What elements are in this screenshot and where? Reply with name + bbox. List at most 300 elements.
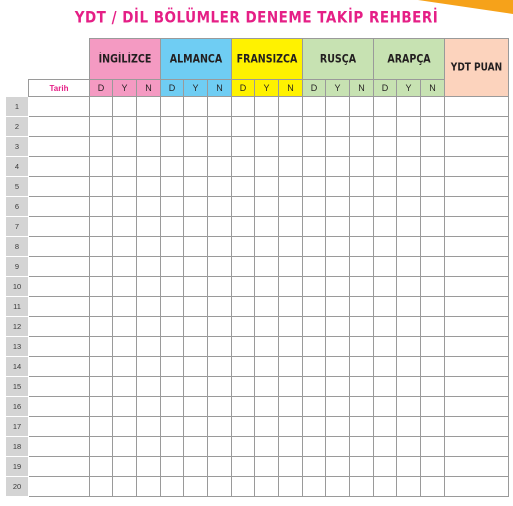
score-cell-y[interactable] [255,357,279,377]
score-cell-y[interactable] [184,337,208,357]
score-cell-d[interactable] [374,117,397,137]
score-cell-d[interactable] [303,217,326,237]
score-cell-y[interactable] [326,97,350,117]
score-cell-d[interactable] [90,437,113,457]
score-cell-d[interactable] [161,117,184,137]
score-cell-n[interactable] [208,357,232,377]
score-cell-y[interactable] [397,177,421,197]
score-cell-d[interactable] [303,397,326,417]
score-cell-n[interactable] [421,417,445,437]
score-cell-y[interactable] [113,117,137,137]
score-cell-n[interactable] [421,297,445,317]
score-cell-n[interactable] [279,437,303,457]
score-cell-d[interactable] [232,297,255,317]
score-cell-y[interactable] [255,457,279,477]
score-cell-d[interactable] [374,437,397,457]
score-cell-y[interactable] [184,317,208,337]
score-cell-d[interactable] [232,397,255,417]
score-cell-y[interactable] [113,317,137,337]
score-cell-y[interactable] [255,137,279,157]
ydt-score-cell[interactable] [445,397,509,417]
score-cell-n[interactable] [208,257,232,277]
score-cell-y[interactable] [255,417,279,437]
score-cell-n[interactable] [137,197,161,217]
ydt-score-cell[interactable] [445,197,509,217]
score-cell-n[interactable] [350,417,374,437]
score-cell-d[interactable] [303,197,326,217]
score-cell-d[interactable] [90,337,113,357]
score-cell-d[interactable] [232,237,255,257]
score-cell-d[interactable] [374,357,397,377]
score-cell-n[interactable] [137,137,161,157]
score-cell-n[interactable] [137,477,161,497]
score-cell-d[interactable] [90,97,113,117]
score-cell-y[interactable] [113,137,137,157]
score-cell-n[interactable] [279,397,303,417]
score-cell-d[interactable] [374,397,397,417]
score-cell-y[interactable] [184,177,208,197]
score-cell-n[interactable] [350,357,374,377]
score-cell-d[interactable] [161,217,184,237]
score-cell-d[interactable] [303,277,326,297]
score-cell-y[interactable] [255,257,279,277]
score-cell-n[interactable] [279,317,303,337]
score-cell-n[interactable] [279,257,303,277]
ydt-score-cell[interactable] [445,117,509,137]
score-cell-y[interactable] [397,437,421,457]
score-cell-y[interactable] [326,197,350,217]
score-cell-d[interactable] [303,417,326,437]
score-cell-d[interactable] [303,297,326,317]
score-cell-y[interactable] [255,197,279,217]
score-cell-n[interactable] [137,377,161,397]
score-cell-n[interactable] [279,177,303,197]
score-cell-d[interactable] [90,177,113,197]
score-cell-n[interactable] [137,337,161,357]
score-cell-y[interactable] [255,437,279,457]
score-cell-n[interactable] [208,157,232,177]
score-cell-d[interactable] [232,97,255,117]
ydt-score-cell[interactable] [445,337,509,357]
score-cell-y[interactable] [397,357,421,377]
ydt-score-cell[interactable] [445,237,509,257]
score-cell-n[interactable] [208,477,232,497]
score-cell-n[interactable] [208,97,232,117]
score-cell-n[interactable] [137,297,161,317]
score-cell-d[interactable] [232,257,255,277]
score-cell-y[interactable] [326,397,350,417]
score-cell-d[interactable] [374,417,397,437]
date-cell[interactable] [29,417,90,437]
score-cell-y[interactable] [397,117,421,137]
score-cell-n[interactable] [208,117,232,137]
score-cell-y[interactable] [255,177,279,197]
score-cell-n[interactable] [350,217,374,237]
score-cell-n[interactable] [421,97,445,117]
score-cell-y[interactable] [326,477,350,497]
score-cell-n[interactable] [208,197,232,217]
score-cell-y[interactable] [184,357,208,377]
score-cell-y[interactable] [397,377,421,397]
score-cell-y[interactable] [113,97,137,117]
score-cell-y[interactable] [113,477,137,497]
score-cell-y[interactable] [255,117,279,137]
score-cell-d[interactable] [90,277,113,297]
score-cell-n[interactable] [279,237,303,257]
score-cell-n[interactable] [350,137,374,157]
score-cell-d[interactable] [303,477,326,497]
score-cell-d[interactable] [374,377,397,397]
score-cell-y[interactable] [113,257,137,277]
score-cell-n[interactable] [279,357,303,377]
score-cell-d[interactable] [161,137,184,157]
score-cell-n[interactable] [279,137,303,157]
score-cell-y[interactable] [113,417,137,437]
ydt-score-cell[interactable] [445,157,509,177]
score-cell-y[interactable] [326,457,350,477]
score-cell-n[interactable] [137,97,161,117]
score-cell-n[interactable] [421,217,445,237]
ydt-score-cell[interactable] [445,357,509,377]
score-cell-d[interactable] [374,157,397,177]
score-cell-d[interactable] [374,317,397,337]
score-cell-n[interactable] [350,197,374,217]
score-cell-n[interactable] [279,377,303,397]
score-cell-d[interactable] [90,197,113,217]
score-cell-d[interactable] [303,337,326,357]
score-cell-y[interactable] [113,377,137,397]
score-cell-n[interactable] [279,477,303,497]
score-cell-n[interactable] [137,217,161,237]
score-cell-n[interactable] [350,117,374,137]
score-cell-d[interactable] [232,217,255,237]
score-cell-n[interactable] [421,457,445,477]
score-cell-y[interactable] [397,137,421,157]
score-cell-d[interactable] [232,437,255,457]
score-cell-y[interactable] [397,97,421,117]
score-cell-n[interactable] [350,457,374,477]
date-cell[interactable] [29,437,90,457]
score-cell-y[interactable] [326,337,350,357]
score-cell-y[interactable] [255,97,279,117]
score-cell-y[interactable] [326,237,350,257]
score-cell-y[interactable] [326,297,350,317]
score-cell-n[interactable] [350,317,374,337]
score-cell-y[interactable] [113,437,137,457]
score-cell-d[interactable] [161,337,184,357]
score-cell-d[interactable] [90,417,113,437]
score-cell-d[interactable] [232,317,255,337]
score-cell-n[interactable] [137,457,161,477]
score-cell-y[interactable] [397,317,421,337]
score-cell-d[interactable] [303,97,326,117]
date-cell[interactable] [29,337,90,357]
score-cell-y[interactable] [255,297,279,317]
score-cell-y[interactable] [326,437,350,457]
score-cell-y[interactable] [184,157,208,177]
score-cell-y[interactable] [184,137,208,157]
score-cell-n[interactable] [421,117,445,137]
score-cell-y[interactable] [326,357,350,377]
score-cell-n[interactable] [208,317,232,337]
score-cell-d[interactable] [161,437,184,457]
score-cell-d[interactable] [232,337,255,357]
score-cell-y[interactable] [184,257,208,277]
score-cell-y[interactable] [184,277,208,297]
score-cell-y[interactable] [184,397,208,417]
score-cell-y[interactable] [255,337,279,357]
score-cell-d[interactable] [303,177,326,197]
score-cell-n[interactable] [421,437,445,457]
score-cell-y[interactable] [255,397,279,417]
score-cell-d[interactable] [374,217,397,237]
ydt-score-cell[interactable] [445,377,509,397]
score-cell-d[interactable] [374,337,397,357]
date-cell[interactable] [29,277,90,297]
score-cell-y[interactable] [255,157,279,177]
score-cell-n[interactable] [137,317,161,337]
score-cell-n[interactable] [137,277,161,297]
score-cell-n[interactable] [421,197,445,217]
score-cell-y[interactable] [184,477,208,497]
score-cell-n[interactable] [350,297,374,317]
score-cell-n[interactable] [208,377,232,397]
score-cell-y[interactable] [397,337,421,357]
score-cell-n[interactable] [421,257,445,277]
score-cell-n[interactable] [350,437,374,457]
date-cell[interactable] [29,357,90,377]
score-cell-d[interactable] [90,457,113,477]
score-cell-d[interactable] [232,357,255,377]
score-cell-y[interactable] [397,417,421,437]
score-cell-d[interactable] [161,397,184,417]
score-cell-n[interactable] [137,417,161,437]
score-cell-n[interactable] [208,237,232,257]
score-cell-n[interactable] [208,137,232,157]
score-cell-n[interactable] [279,157,303,177]
ydt-score-cell[interactable] [445,177,509,197]
score-cell-y[interactable] [184,377,208,397]
score-cell-d[interactable] [303,357,326,377]
score-cell-n[interactable] [421,477,445,497]
score-cell-y[interactable] [326,317,350,337]
score-cell-d[interactable] [90,117,113,137]
score-cell-d[interactable] [161,257,184,277]
ydt-score-cell[interactable] [445,477,509,497]
score-cell-n[interactable] [421,277,445,297]
score-cell-d[interactable] [161,417,184,437]
score-cell-n[interactable] [421,357,445,377]
score-cell-d[interactable] [303,377,326,397]
score-cell-n[interactable] [279,297,303,317]
score-cell-n[interactable] [137,257,161,277]
score-cell-y[interactable] [397,237,421,257]
score-cell-y[interactable] [255,217,279,237]
score-cell-n[interactable] [421,337,445,357]
score-cell-d[interactable] [374,97,397,117]
score-cell-y[interactable] [326,157,350,177]
score-cell-n[interactable] [421,317,445,337]
score-cell-d[interactable] [90,137,113,157]
score-cell-y[interactable] [397,297,421,317]
score-cell-d[interactable] [303,457,326,477]
date-cell[interactable] [29,297,90,317]
score-cell-y[interactable] [184,437,208,457]
score-cell-d[interactable] [374,297,397,317]
score-cell-n[interactable] [137,237,161,257]
ydt-score-cell[interactable] [445,257,509,277]
score-cell-d[interactable] [161,297,184,317]
score-cell-y[interactable] [184,457,208,477]
score-cell-n[interactable] [350,277,374,297]
score-cell-n[interactable] [279,217,303,237]
date-cell[interactable] [29,237,90,257]
score-cell-y[interactable] [397,397,421,417]
score-cell-d[interactable] [161,477,184,497]
score-cell-y[interactable] [113,157,137,177]
score-cell-d[interactable] [374,197,397,217]
score-cell-d[interactable] [374,177,397,197]
score-cell-y[interactable] [326,417,350,437]
score-cell-y[interactable] [397,197,421,217]
score-cell-y[interactable] [255,277,279,297]
score-cell-y[interactable] [397,217,421,237]
score-cell-y[interactable] [255,477,279,497]
score-cell-d[interactable] [161,157,184,177]
score-cell-n[interactable] [208,337,232,357]
date-cell[interactable] [29,257,90,277]
score-cell-y[interactable] [326,117,350,137]
score-cell-d[interactable] [90,397,113,417]
score-cell-n[interactable] [279,197,303,217]
score-cell-y[interactable] [113,277,137,297]
score-cell-y[interactable] [397,277,421,297]
score-cell-d[interactable] [161,357,184,377]
date-cell[interactable] [29,457,90,477]
score-cell-n[interactable] [137,177,161,197]
score-cell-n[interactable] [137,437,161,457]
score-cell-y[interactable] [255,377,279,397]
score-cell-n[interactable] [208,457,232,477]
score-cell-n[interactable] [350,397,374,417]
score-cell-y[interactable] [113,177,137,197]
score-cell-d[interactable] [303,157,326,177]
date-cell[interactable] [29,377,90,397]
score-cell-d[interactable] [232,277,255,297]
score-cell-n[interactable] [208,297,232,317]
score-cell-y[interactable] [397,257,421,277]
score-cell-d[interactable] [232,417,255,437]
score-cell-y[interactable] [397,457,421,477]
date-cell[interactable] [29,117,90,137]
score-cell-n[interactable] [350,237,374,257]
date-cell[interactable] [29,157,90,177]
score-cell-d[interactable] [303,137,326,157]
score-cell-d[interactable] [90,297,113,317]
score-cell-n[interactable] [421,177,445,197]
score-cell-y[interactable] [113,457,137,477]
score-cell-d[interactable] [232,197,255,217]
score-cell-d[interactable] [374,237,397,257]
score-cell-n[interactable] [279,337,303,357]
score-cell-n[interactable] [279,97,303,117]
score-cell-y[interactable] [113,397,137,417]
score-cell-d[interactable] [90,357,113,377]
score-cell-d[interactable] [161,277,184,297]
score-cell-d[interactable] [90,217,113,237]
date-cell[interactable] [29,137,90,157]
score-cell-d[interactable] [90,377,113,397]
score-cell-d[interactable] [161,377,184,397]
score-cell-d[interactable] [232,177,255,197]
ydt-score-cell[interactable] [445,417,509,437]
ydt-score-cell[interactable] [445,437,509,457]
score-cell-d[interactable] [232,377,255,397]
score-cell-y[interactable] [326,257,350,277]
ydt-score-cell[interactable] [445,457,509,477]
score-cell-d[interactable] [161,177,184,197]
score-cell-n[interactable] [421,137,445,157]
score-cell-n[interactable] [421,377,445,397]
score-cell-y[interactable] [184,417,208,437]
score-cell-d[interactable] [161,237,184,257]
date-cell[interactable] [29,477,90,497]
score-cell-n[interactable] [279,277,303,297]
score-cell-y[interactable] [255,317,279,337]
date-cell[interactable] [29,177,90,197]
score-cell-n[interactable] [421,237,445,257]
ydt-score-cell[interactable] [445,277,509,297]
score-cell-d[interactable] [303,117,326,137]
score-cell-n[interactable] [208,217,232,237]
score-cell-n[interactable] [350,157,374,177]
score-cell-d[interactable] [232,157,255,177]
score-cell-y[interactable] [397,157,421,177]
score-cell-d[interactable] [161,317,184,337]
score-cell-n[interactable] [350,477,374,497]
score-cell-d[interactable] [161,197,184,217]
score-cell-y[interactable] [113,197,137,217]
score-cell-d[interactable] [232,117,255,137]
score-cell-d[interactable] [303,317,326,337]
score-cell-y[interactable] [326,137,350,157]
score-cell-n[interactable] [279,457,303,477]
score-cell-y[interactable] [184,297,208,317]
ydt-score-cell[interactable] [445,137,509,157]
score-cell-d[interactable] [303,237,326,257]
score-cell-d[interactable] [232,137,255,157]
ydt-score-cell[interactable] [445,297,509,317]
score-cell-d[interactable] [90,257,113,277]
score-cell-n[interactable] [350,377,374,397]
score-cell-n[interactable] [279,117,303,137]
date-cell[interactable] [29,317,90,337]
score-cell-d[interactable] [232,457,255,477]
score-cell-d[interactable] [161,457,184,477]
score-cell-y[interactable] [113,217,137,237]
score-cell-y[interactable] [326,217,350,237]
score-cell-y[interactable] [326,377,350,397]
date-cell[interactable] [29,397,90,417]
date-cell[interactable] [29,197,90,217]
score-cell-d[interactable] [232,477,255,497]
score-cell-y[interactable] [326,177,350,197]
score-cell-n[interactable] [208,277,232,297]
score-cell-n[interactable] [350,257,374,277]
ydt-score-cell[interactable] [445,217,509,237]
score-cell-n[interactable] [208,177,232,197]
score-cell-d[interactable] [374,477,397,497]
